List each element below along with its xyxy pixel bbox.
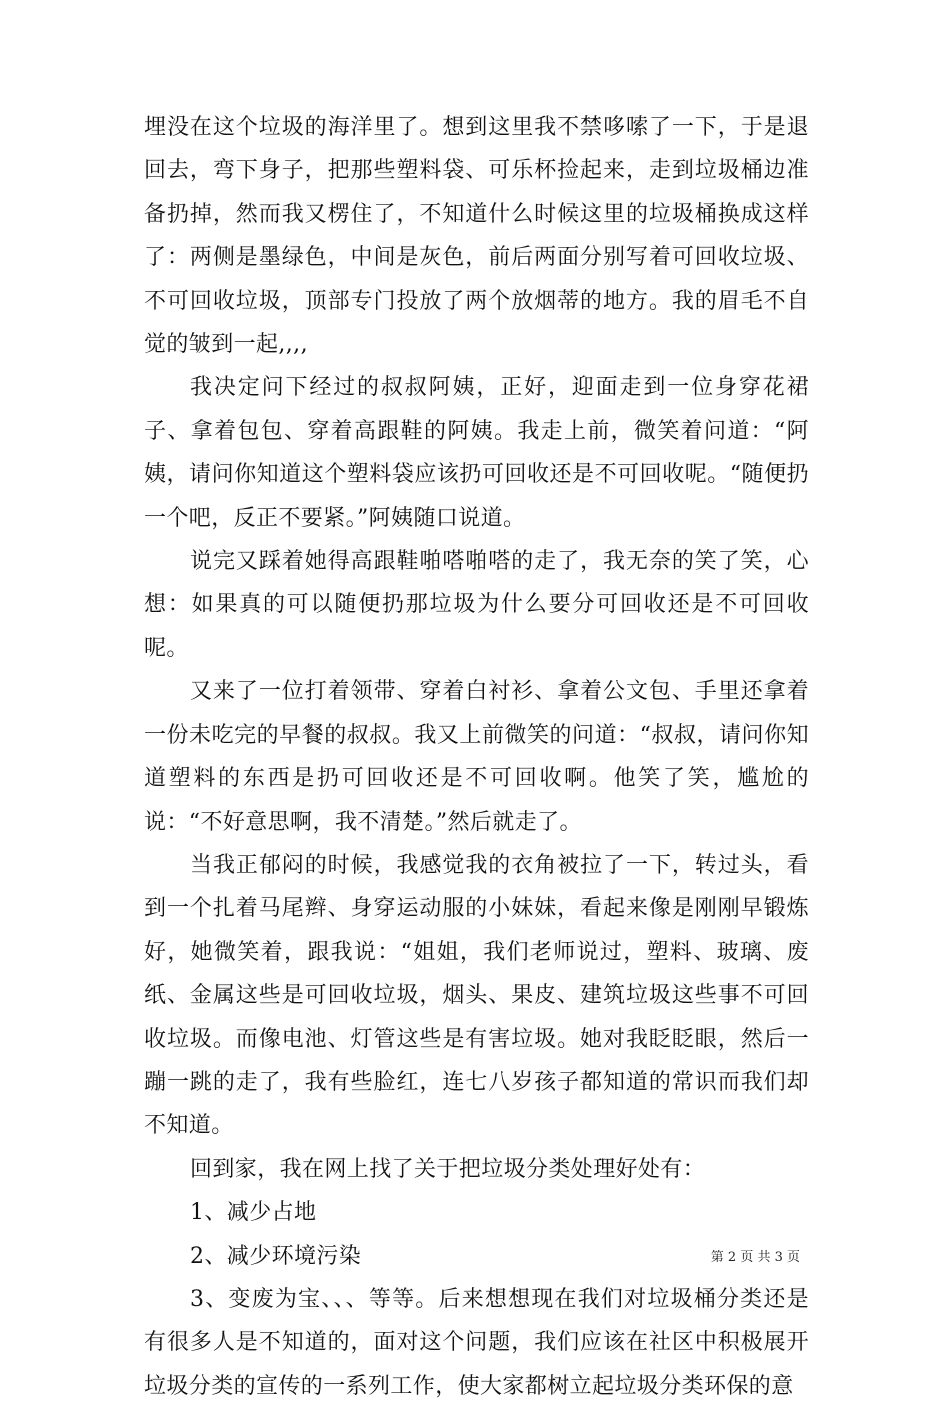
list-item-3: 3、变废为宝、、、等等。后来想想现在我们对垃圾桶分类还是有很多人是不知道的，面对这个问题，我们应该在社区中积极展开垃圾分类的宣传的一系列工作，使大家都树立起垃圾分类环保的意 bbox=[144, 1286, 809, 1399]
paragraph-4: 又来了一位打着领带、穿着白衬衫、拿着公文包、手里还拿着一份未吃完的早餐的叔叔。我又上前微笑的问道：“叔叔，请问你知道塑料的东西是扔可回收还是不可回收啊。他笑了笑，尴尬的说：“不好意思啊，我不清楚。”然后就走了。 bbox=[144, 679, 809, 835]
paragraph-3: 说完又踩着她得高跟鞋啪嗒啪嗒的走了，我无奈的笑了笑，心想：如果真的可以随便扔那垃圾为什么要分可回收还是不可回收呢。 bbox=[144, 549, 809, 661]
list-item-2: 2、减少环境污染 bbox=[190, 1243, 362, 1269]
paragraph-6: 回到家，我在网上找了关于把垃圾分类处理好处有： bbox=[190, 1156, 706, 1182]
paragraph-2: 我决定问下经过的叔叔阿姨，正好，迎面走到一位身穿花裙子、拿着包包、穿着高跟鞋的阿姨。我走上前，微笑着问道：“阿姨，请问你知道这个塑料袋应该扔可回收还是不可回收呢。“随便扔一个吧，反正不要紧。”阿姨随口说道。 bbox=[144, 375, 809, 531]
document-body bbox=[144, 106, 809, 1408]
paragraph-5: 当我正郁闷的时候，我感觉我的衣角被拉了一下，转过头，看到一个扎着马尾辫、身穿运动服的小妹妹，看起来像是刚刚早锻炼好，她微笑着，跟我说：“姐姐，我们老师说过，塑料、玻璃、废纸、金属这些是可回收垃圾，烟头、果皮、建筑垃圾这些事不可回收垃圾。而像电池、灯管这些是有害垃圾。她对我眨眨眼，然后一蹦一跳的走了，我有些脸红，连七八岁孩子都知道的常识而我们却不知道。 bbox=[144, 852, 809, 1139]
page-number-footer: 第 2 页 共 3 页 bbox=[710, 1250, 800, 1265]
paragraph-1: 埋没在这个垃圾的海洋里了。想到这里我不禁哆嗦了一下，于是退回去，弯下身子，把那些塑料袋、可乐杯捡起来，走到垃圾桶边准备扔掉，然而我又楞住了，不知道什么时候这里的垃圾桶换成这样了：两侧是墨绿色，中间是灰色，前后两面分别写着可回收垃圾、不可回收垃圾，顶部专门投放了两个放烟蒂的地方。我的眉毛不自觉的皱到一起,,,, bbox=[144, 115, 809, 358]
list-item-1: 1、减少占地 bbox=[190, 1200, 317, 1226]
